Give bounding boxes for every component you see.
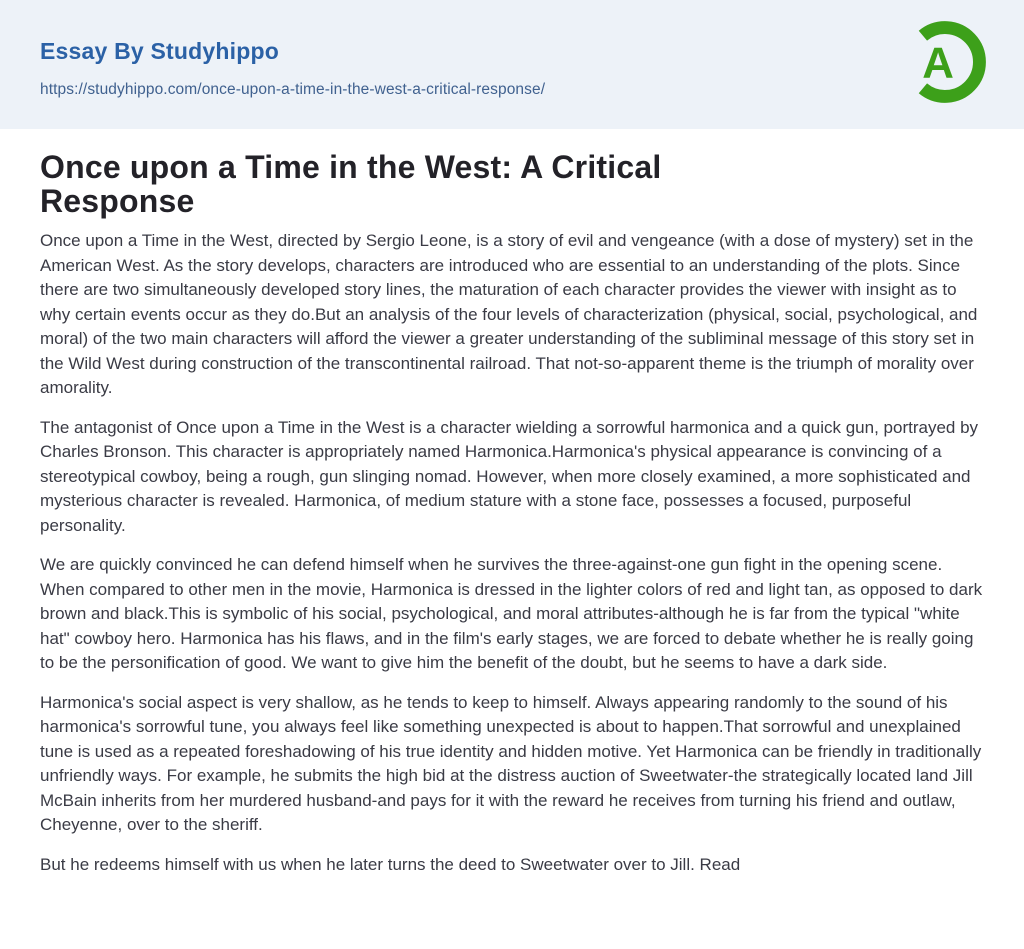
essay-paragraph: We are quickly convinced he can defend himself when he survives the three-against-one gun fight in the opening scene. When compared to other men in the movie, Harmonica is dressed in the lighter colors of red and light tan, as opposed to dark brown and black.This is symbolic of his social, psychological, and moral attributes-although he is far from the typical "white hat" cowboy hero. Harmonica has his flaws, and in the film's early stages, we are forced to debate whether he is really going to be the personification of good. We want to give him the benefit of the doubt, but he seems to have a dark side. — [40, 555, 983, 672]
essay-title-line1: Once upon a Time in the West: A Critical — [40, 149, 662, 185]
essay-title-line2: Response — [40, 183, 195, 219]
essay-paragraph: But he redeems himself with us when he later turns the deed to Sweetwater over to Jill. Read — [40, 854, 741, 874]
page-header — [0, 0, 1024, 129]
essay-paragraph: Once upon a Time in the West, directed by Sergio Leone, is a story of evil and vengeance (with a dose of mystery) set in the American West. As the story develops, characters are introduced who are essential to an understanding of the plots. Since there are two simultaneously developed story lines, the maturation of each character provides the viewer with insight as to why certain events occur as they do.But an analysis of the four levels of characterization (physical, social, psychological, and moral) of the two main characters will afford the viewer a greater understanding of the subliminal message of this story set in the Wild West during construction of the transcontinental railroad. That not-so-apparent theme is the triumph of morality over amorality. — [40, 231, 978, 397]
essay-title — [40, 150, 984, 218]
essay-paragraph: The antagonist of Once upon a Time in the West is a character wielding a sorrowful harmonica and a quick gun, portrayed by Charles Bronson. This character is appropriately named Harmonica.Harmonica's physical appearance is convincing of a stereotypical cowboy, being a rough, gun slinging nomad. However, when more closely examined, a more sophisticated and mysterious character is revealed. Harmonica, of medium stature with a stone face, possesses a focused, purposeful personality. — [40, 417, 979, 535]
essay-content — [0, 129, 1024, 917]
studyhippo-logo-icon — [902, 19, 988, 105]
logo-letter: A — [922, 38, 954, 88]
source-url[interactable]: https://studyhippo.com/once-upon-a-time-in-the-west-a-critical-response/ — [40, 81, 546, 98]
essay-paragraph: Harmonica's social aspect is very shallow, as he tends to keep to himself. Always appearing randomly to the sound of his harmonica's sorrowful tune, you always feel like something unexpected is about to happen.That sorrowful and unexplained tune is used as a repeated foreshadowing of his true identity and hidden motive. Yet Harmonica can be friendly in traditionally unfriendly ways. For example, he submits the high bid at the distress auction of Sweetwater-the strategically located land Jill McBain inherits from her murdered husband-and pays for it with the reward he receives from turning his friend and outlaw, Cheyenne, over to the sheriff. — [40, 692, 982, 834]
brand-title: Essay By Studyhippo — [40, 38, 279, 64]
